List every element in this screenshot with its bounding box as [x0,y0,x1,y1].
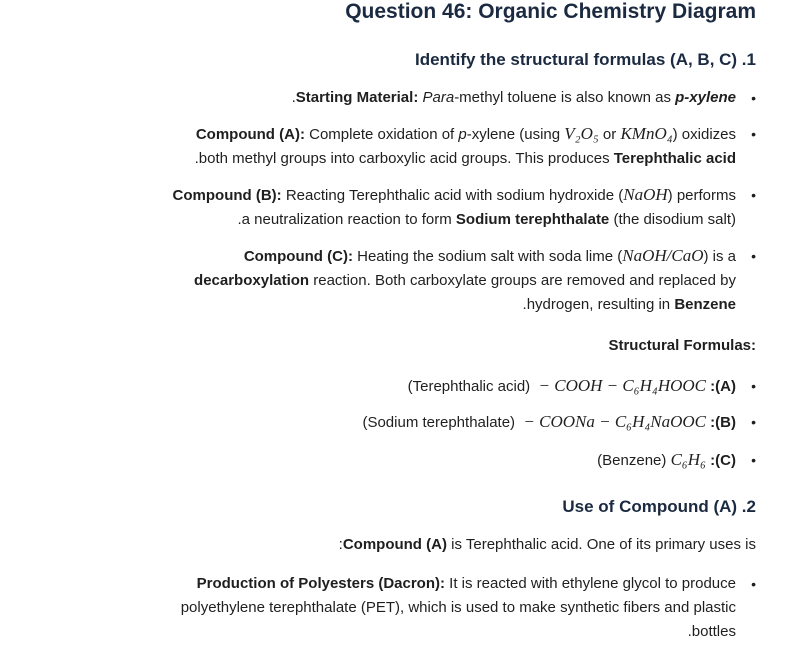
bullet-compound-c [96,244,736,317]
compound-a-text-c: ) oxidizes [672,126,736,143]
benzene-name: Benzene [674,296,736,313]
compound-b-text-c: .a neutralization reaction to form [237,211,456,228]
section-heading-use: Use of Compound (A) .2 [562,497,756,516]
or-text: or [598,126,621,143]
starting-text: -methyl toluene is also known as [454,89,676,106]
decarboxylation-term: decarboxylation [194,272,310,289]
compound-a-text-a: Complete oxidation of [304,126,459,143]
intro-compound-label: Compound (A) [342,536,447,553]
compound-b-line2 [96,208,736,232]
compound-c-text-c: reaction. Both carboxylate groups are removed and replaced by [309,272,736,289]
formula-a-line [408,378,736,395]
formula-a-name: (Terephthalic acid) [407,378,531,395]
compound-c-line2 [96,269,736,293]
formula-c-expression: C₆H₆ [670,450,706,469]
polyesters-text-a: It is reacted with ethylene glycol to produce [445,575,736,592]
sodium-terephthalate: Sodium terephthalate [455,211,610,228]
formula-c-name: (Benzene) [597,452,667,469]
compound-c-label: Compound (C): [243,248,353,265]
para-word: Para [422,89,455,106]
section-heading-identify: Identify the structural formulas (A, B, C) .1 [415,50,756,69]
lead-dot: . [291,89,296,106]
formula-item-c [96,448,736,473]
structural-formulas-title: :Structural Formulas [608,337,756,354]
bullet-polyesters [96,572,736,644]
polyesters-label: Production of Polyesters (Dacron): [196,575,445,592]
compound-b-text-d: (the disodium salt) [609,211,736,228]
page-title: Question 46: Organic Chemistry Diagram [345,0,756,23]
reagent-v2o5: V₂O₅ [564,124,599,143]
formula-item-a [96,374,736,399]
polyesters-text-c: .bottles [687,623,736,640]
starting-line [292,89,736,106]
compound-c-text-a: Heating the sodium salt with soda lime ( [352,248,623,265]
formula-b-name: (Sodium terephthalate) [362,414,516,431]
p-xylene-name: p-xylene [675,89,736,106]
formula-item-b [96,410,736,435]
compound-a-line1 [96,122,736,147]
p-italic: p [458,126,467,143]
polyesters-line3 [96,620,736,644]
structural-formulas-heading [56,334,756,358]
formula-b-label: :(B) [710,414,736,431]
intro-colon: : [338,536,343,553]
formula-c-label: :(C) [710,452,736,469]
compound-b-line1 [96,183,736,208]
use-intro-line [339,536,756,553]
intro-text: is Terephthalic acid. One of its primary uses is [446,536,756,553]
formula-a-expression: − COOH − C₆H₄HOOC [538,376,706,395]
compound-c-text-b: ) is a [703,248,736,265]
compound-c-line1 [96,244,736,269]
terephthalic-acid: Terephthalic acid [613,150,736,167]
bullet-starting-material [96,86,736,110]
compound-c-text-d: .hydrogen, resulting in [522,296,675,313]
starting-label: Starting Material: [295,89,419,106]
polyesters-text-b: polyethylene terephthalate (PET), which is used to make synthetic fibers and plastic [180,599,736,616]
compound-a-text-b: -xylene (using [466,126,565,143]
polyesters-line2 [96,596,736,620]
compound-a-label: Compound (A): [195,126,305,143]
compound-a-line2 [96,147,736,171]
formula-c-line [597,452,736,469]
compound-a-text-d: .both methyl groups into carboxylic acid groups. This produces [194,150,614,167]
compound-b-text-b: ) performs [667,187,736,204]
bullet-compound-a [96,122,736,171]
formula-b-expression: − COONa − C₆H₄NaOOC [523,412,706,431]
compound-c-line3 [96,293,736,317]
formula-a-label: :(A) [710,378,736,395]
compound-b-label: Compound (B): [172,187,282,204]
compound-b-text-a: Reacting Terephthalic acid with sodium hydroxide ( [281,187,624,204]
use-intro [56,533,756,557]
reagent-kmno4: KMnO₄ [620,124,673,143]
polyesters-line1 [96,572,736,596]
bullet-compound-b [96,183,736,232]
formula-b-line [362,414,736,431]
reagent-naoh-cao: NaOH/CaO [622,246,704,265]
reagent-naoh: NaOH [623,185,668,204]
